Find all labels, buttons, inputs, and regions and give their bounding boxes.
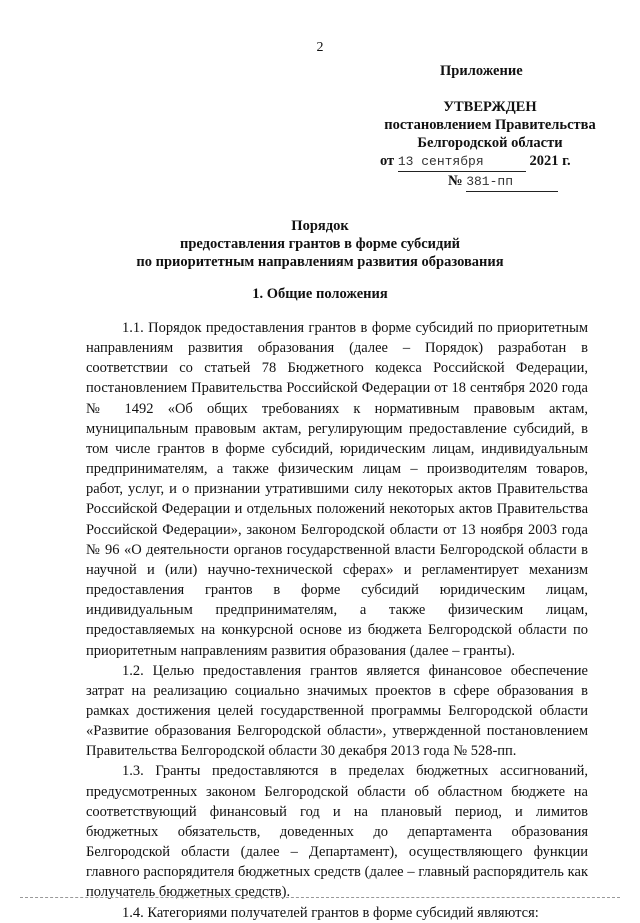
title-line-3: по приоритетным направлениям развития образования — [136, 254, 504, 270]
document-title — [60, 217, 580, 271]
approval-heading: УТВЕРЖДЕН — [443, 99, 537, 115]
handwritten-number: 381-пп — [466, 173, 558, 192]
paragraph-1-3: 1.3. Гранты предоставляются в пределах бюджетных ассигнований, предусмотренных законом Белгородской области об областном бюджете на соответствующий финансовый год и на плановый период, и лимитов бюджетных обязательств, доведенных до департамента образования Белгородской области (далее – Департамент), осуществляющего функции главного распорядителя бюджетных средств (далее – главный распорядитель как получатель бюджетных средств). — [86, 763, 588, 901]
approval-line-2: Белгородской области — [417, 135, 563, 151]
approval-date-line — [370, 152, 610, 172]
title-line-2: предоставления грантов в форме субсидий — [179, 236, 461, 252]
paragraph-1-2: 1.2. Целью предоставления грантов является финансовое обеспечение затрат на реализацию социально значимых проектов в сфере образования в рамках достижения целей государственной программы Белгородской области «Развитие образования Белгородской области», утвержденной постановлением Правительства Белгородской области 30 декабря 2013 года № 528-пп. — [86, 662, 588, 760]
document-body — [86, 318, 588, 923]
number-prefix: № — [448, 173, 463, 189]
page-number: 2 — [316, 40, 324, 55]
approval-block — [370, 98, 610, 192]
handwritten-date: 13 сентября — [398, 153, 526, 172]
paragraph-1-1: 1.1. Порядок предоставления грантов в форме субсидий по приоритетным направлениям развития образования (далее – Порядок) разработан в соответствии со статьей 78 Бюджетного кодекса Российской Федерации, постановлением Правительства Российской Федерации от 18 сентября 2020 года № 1492 «Об общих требованиях к нормативным правовым актам, муниципальным правовым актам, регулирующим предоставление субсидий, в том числе грантов в форме субсидий, юридическим лицам, индивидуальным предпринимателям, а также физическим лицам – производителям товаров, работ, услуг, и о признании утратившими силу некоторых актов Правительства Российской Федерации и отдельных положений некоторых актов Правительства Российской Федерации», законом Белгородской области от 13 ноября 2003 года № 96 «О деятельности органов государственной власти Белгородской области в научной и (или) научно-технической сферах» и регламентирует механизм предоставления грантов в форме субсидий юридическим лицам, индивидуальным предпринимателям, а также физическим лицам, предоставляемых на конкурсной основе из бюджета Белгородской области по приоритетным направлениям развития образования (далее – гранты). — [86, 320, 588, 659]
scan-edge-divider — [20, 897, 620, 899]
title-line-1: Порядок — [291, 218, 349, 234]
appendix-label: Приложение — [440, 63, 523, 79]
approval-line-1: постановлением Правительства — [384, 117, 596, 133]
paragraph-1-4: 1.4. Категориями получателей грантов в форме субсидий являются: — [122, 904, 539, 921]
approval-number-line — [370, 172, 610, 192]
section-heading: 1. Общие положения — [252, 286, 388, 302]
date-prefix: от — [380, 153, 395, 169]
date-suffix: 2021 г. — [529, 153, 571, 169]
